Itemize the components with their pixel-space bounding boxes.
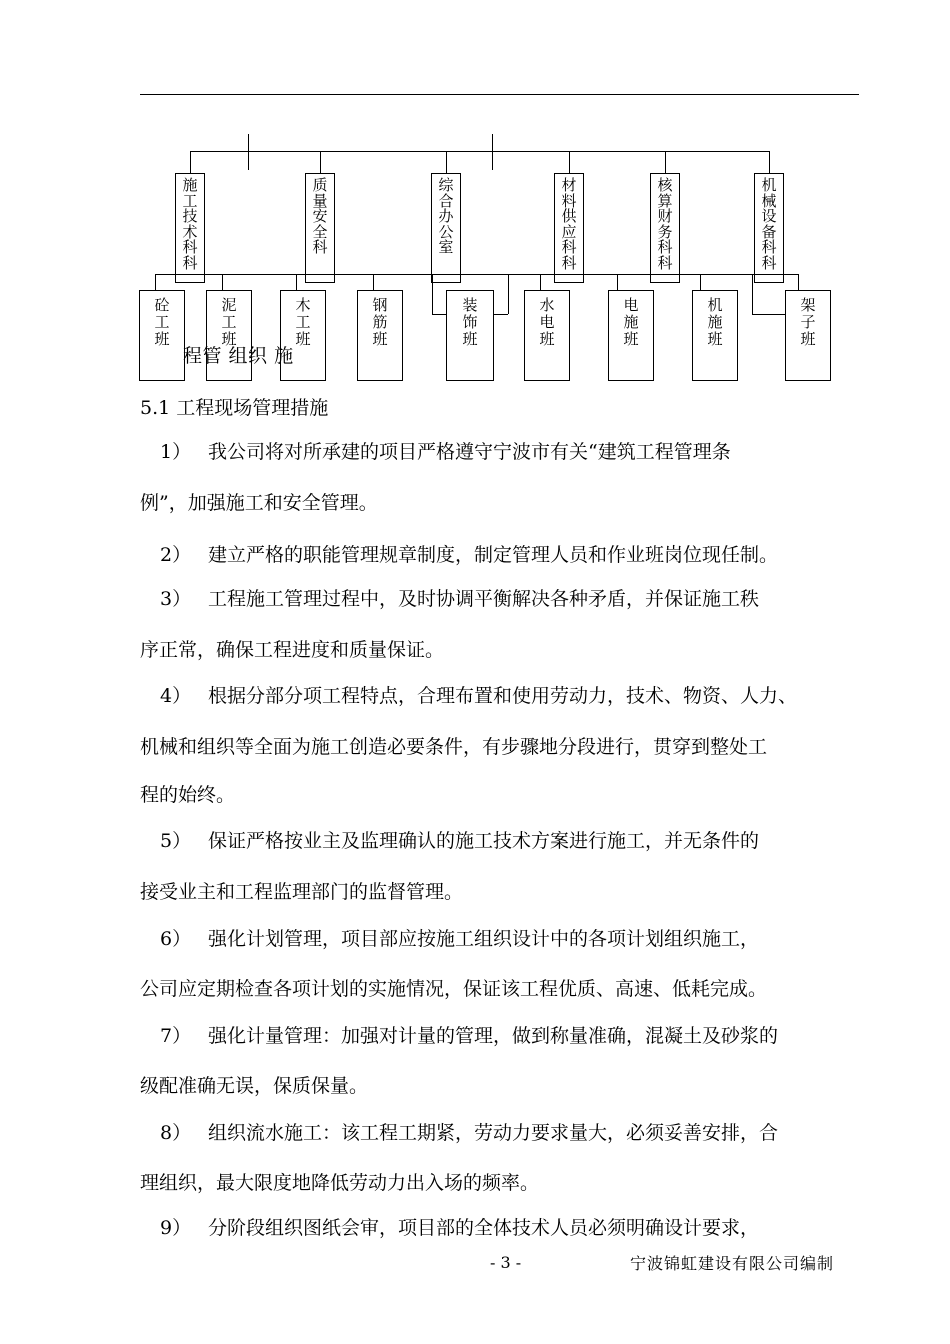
paragraph-line: 机械和组织等全面为施工创造必要条件，有步骤地分段进行，贯穿到整处工 [140,736,768,758]
paragraph-line: 例”，加强施工和安全管理。 [140,492,378,514]
team-label: 泥工班 [221,296,237,348]
paragraph-line: 级配准确无误，保质保量。 [140,1075,369,1097]
dept-label: 核算财务科科 [657,176,673,272]
org-bracket [508,274,509,314]
paragraph-line: 保证严格按业主及监理确认的施工技术方案进行施工，并无条件的 [208,830,760,852]
paragraph-line: 根据分部分项工程特点，合理布置和使用劳动力，技术、物资、人力、 [208,685,798,707]
paragraph-number: 2） [160,544,192,566]
dept-label: 质量安全科 [312,176,328,256]
paragraph-line: 我公司将对所承建的项目严格遵守宁波市有关“建筑工程管理条 [208,441,731,463]
team-box [524,290,570,381]
org-drop [665,151,666,173]
org-bracket [494,314,508,315]
team-box [139,290,185,381]
paragraph-line: 建立严格的职能管理规章制度，制定管理人员和作业班岗位现任制。 [208,544,779,566]
org-bracket [432,274,433,314]
paragraph-line: 公司应定期检查各项计划的实施情况，保证该工程优质、高速、低耗完成。 [140,978,768,1000]
team-box [785,290,831,381]
org-tick [492,134,493,170]
team-label: 架子班 [800,296,816,348]
paragraph-number: 8） [160,1122,192,1144]
org-drop [446,151,447,173]
paragraph-line: 序正常，确保工程进度和质量保证。 [140,639,445,661]
dept-box [754,173,784,283]
dept-box [554,173,584,283]
team-box [692,290,738,381]
org-drop [569,151,570,173]
overlapped-heading: 程管 组织 施 [183,345,294,367]
paragraph-line: 强化计划管理，项目部应按施工组织设计中的各项计划组织施工， [208,928,760,950]
dept-box [175,173,205,283]
paragraph-number: 7） [160,1025,192,1047]
paragraph-line: 分阶段组织图纸会审，项目部的全体技术人员必须明确设计要求， [208,1217,760,1239]
team-label: 电施班 [623,296,639,348]
org-drop [320,151,321,173]
page-number: - 3 - [490,1253,522,1272]
dept-box [650,173,680,283]
header-rule [140,94,859,95]
dept-label: 施工技术科科 [182,176,198,272]
paragraph-number: 5） [160,830,192,852]
paragraph-number: 4） [160,685,192,707]
org-drop [190,151,191,173]
paragraph-line: 组织流水施工：该工程工期紧，劳动力要求量大，必须妥善安排，合 [208,1122,779,1144]
team-box [357,290,403,381]
org-bracket [752,274,753,314]
team-label: 水电班 [539,296,555,348]
org-bracket [373,274,374,290]
org-bracket [296,274,297,290]
team-box [446,290,494,381]
paragraph-line: 接受业主和工程监理部门的监督管理。 [140,881,464,903]
team-box [608,290,654,381]
dept-label: 机械设备科科 [761,176,777,272]
org-tick [248,134,249,170]
dept-label: 材料供应科科 [561,176,577,272]
section-title: 5.1 工程现场管理措施 [140,397,329,419]
paragraph-number: 9） [160,1217,192,1239]
org-lower-bus [155,274,798,275]
org-bracket [798,274,799,290]
org-top-bus [190,151,770,152]
paragraph-line: 工程施工管理过程中，及时协调平衡解决各种矛盾，并保证施工秩 [208,588,760,610]
org-bracket [540,274,541,290]
dept-label: 综合办公室 [438,176,454,256]
org-bracket [432,314,446,315]
paragraph-number: 3） [160,588,192,610]
dept-box [305,173,335,283]
org-bracket [222,274,223,290]
org-bracket [752,314,785,315]
team-label: 砼工班 [154,296,170,348]
team-label: 木工班 [295,296,311,348]
dept-box [431,173,461,283]
paragraph-line: 强化计量管理：加强对计量的管理，做到称量准确，混凝土及砂浆的 [208,1025,779,1047]
org-bracket [617,274,618,290]
team-label: 机施班 [707,296,723,348]
paragraph-number: 1） [160,441,192,463]
paragraph-number: 6） [160,928,192,950]
org-drop [769,151,770,173]
team-label: 装饰班 [462,296,478,348]
team-label: 钢筋班 [372,296,388,348]
org-bracket [155,274,156,290]
paragraph-line: 程的始终。 [140,784,236,806]
paragraph-line: 理组织，最大限度地降低劳动力出入场的频率。 [140,1172,540,1194]
org-bracket [700,274,701,290]
company-footer: 宁波锦虹建设有限公司编制 [630,1254,835,1273]
